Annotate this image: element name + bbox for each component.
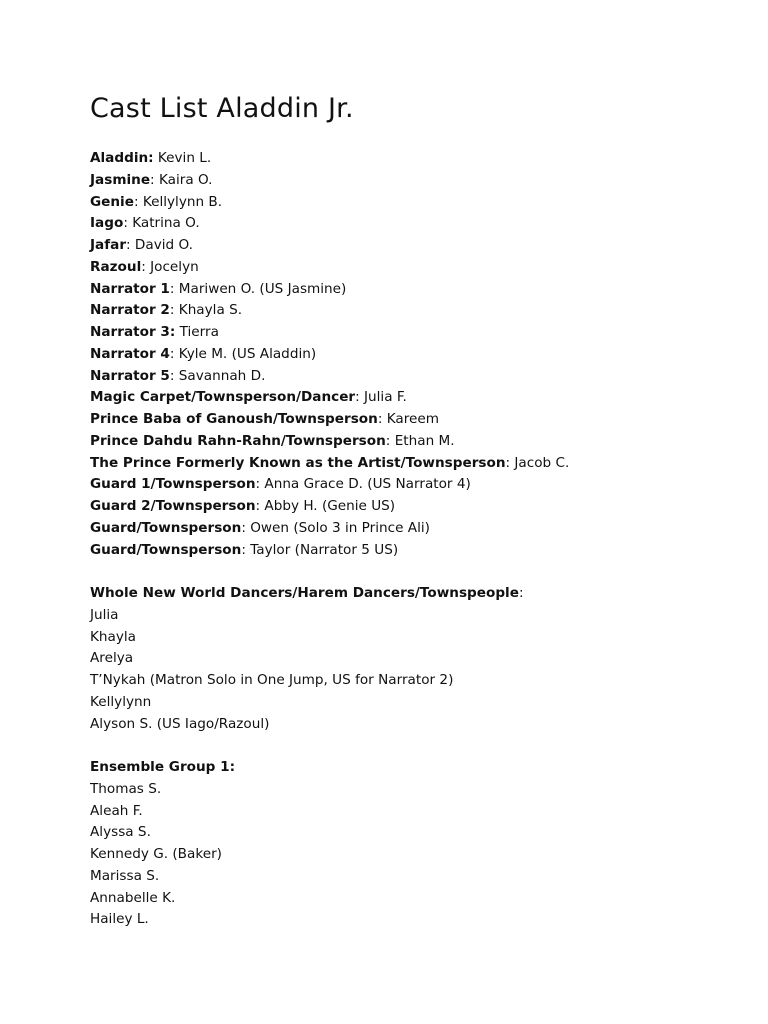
role-line	[90, 518, 730, 540]
role-line	[90, 453, 730, 475]
role-name: Guard 1/Townsperson	[90, 476, 256, 493]
actor-name: : Julia F.	[355, 389, 407, 406]
role-name: Jasmine	[90, 171, 151, 188]
role-name: Magic Carpet/Townsperson/Dancer	[90, 389, 356, 406]
role-line	[90, 322, 730, 344]
role-name: Narrator 2	[90, 302, 170, 319]
actor-name: : Taylor (Narrator 5 US)	[241, 541, 399, 558]
dancers-section	[90, 583, 730, 735]
list-item: Alyson S. (US Iago/Razoul)	[90, 715, 270, 732]
actor-name: : David O.	[126, 237, 193, 253]
role-name: Guard/Townsperson	[90, 541, 242, 558]
list-item: T’Nykah (Matron Solo in One Jump, US for Narrator 2)	[90, 672, 454, 688]
actor-name: Kevin L.	[153, 150, 212, 166]
role-line	[90, 192, 730, 214]
list-item: Alyssa S.	[90, 824, 151, 841]
role-name: The Prince Formerly Known as the Artist/Townsperson	[90, 454, 506, 471]
role-line	[90, 387, 730, 409]
role-line	[90, 257, 730, 279]
list-item: Annabelle K.	[90, 889, 176, 906]
role-name: Razoul	[90, 258, 142, 275]
list-item: Aleah F.	[90, 802, 143, 819]
role-name: Prince Baba of Ganoush/Townsperson	[90, 411, 378, 427]
list-item: Arelya	[90, 650, 134, 667]
document-page	[90, 88, 730, 931]
ensemble-group-1-section	[90, 757, 730, 931]
actor-name: : Kaira O.	[150, 171, 213, 188]
ensemble-group-1-heading: Ensemble Group 1:	[90, 759, 236, 775]
role-line	[90, 540, 730, 562]
role-line	[90, 148, 730, 170]
role-line	[90, 170, 730, 192]
role-name: Narrator 1	[90, 280, 170, 297]
list-item: Kellylynn	[90, 693, 152, 710]
role-name: Iago	[90, 215, 124, 232]
role-name: Genie	[90, 193, 134, 210]
dancers-heading-suffix: :	[518, 585, 524, 601]
actor-name: : Abby H. (Genie US)	[255, 498, 396, 514]
role-line	[90, 474, 730, 496]
actor-name: : Jocelyn	[141, 258, 199, 275]
list-item: Julia	[90, 606, 119, 623]
actor-name: : Mariwen O. (US Jasmine)	[169, 280, 347, 297]
document-title: Cast List Aladdin Jr.	[90, 93, 354, 124]
role-name: Jafar	[90, 237, 127, 253]
role-line	[90, 366, 730, 388]
role-name: Narrator 5	[90, 367, 170, 384]
role-line	[90, 344, 730, 366]
actor-name: : Kellylynn B.	[133, 193, 223, 210]
actor-name: : Kyle M. (US Aladdin)	[169, 345, 317, 362]
actor-name: : Khayla S.	[169, 302, 243, 319]
role-name: Aladdin:	[90, 150, 154, 166]
actor-name: : Katrina O.	[123, 215, 200, 232]
actor-name: : Owen (Solo 3 in Prince Ali)	[241, 519, 430, 536]
role-name: Narrator 4	[90, 345, 170, 362]
role-line	[90, 431, 730, 453]
section-gap	[90, 735, 730, 757]
role-name: Guard 2/Townsperson	[90, 498, 256, 514]
actor-name: : Anna Grace D. (US Narrator 4)	[255, 476, 471, 493]
role-name: Guard/Townsperson	[90, 519, 242, 536]
section-heading-line	[90, 583, 730, 605]
list-item: Kennedy G. (Baker)	[90, 846, 222, 862]
list-item: Thomas S.	[90, 780, 162, 797]
actor-name: : Savannah D.	[169, 367, 266, 384]
role-line	[90, 279, 730, 301]
role-name: Prince Dahdu Rahn-Rahn/Townsperson	[90, 432, 386, 449]
actor-name: : Kareem	[377, 411, 439, 427]
role-line	[90, 300, 730, 322]
role-line	[90, 496, 730, 518]
role-line	[90, 235, 730, 257]
list-item: Marissa S.	[90, 867, 160, 884]
actor-name: : Ethan M.	[385, 432, 455, 449]
list-item: Khayla	[90, 628, 137, 645]
role-name: Narrator 3:	[90, 324, 176, 340]
dancers-heading: Whole New World Dancers/Harem Dancers/Townspeople	[90, 585, 519, 601]
actor-name: : Jacob C.	[505, 454, 570, 471]
list-item: Hailey L.	[90, 911, 149, 928]
role-line	[90, 409, 730, 431]
actor-name: Tierra	[175, 324, 219, 340]
principal-roles-list	[90, 148, 730, 561]
section-gap	[90, 561, 730, 583]
role-line	[90, 213, 730, 235]
